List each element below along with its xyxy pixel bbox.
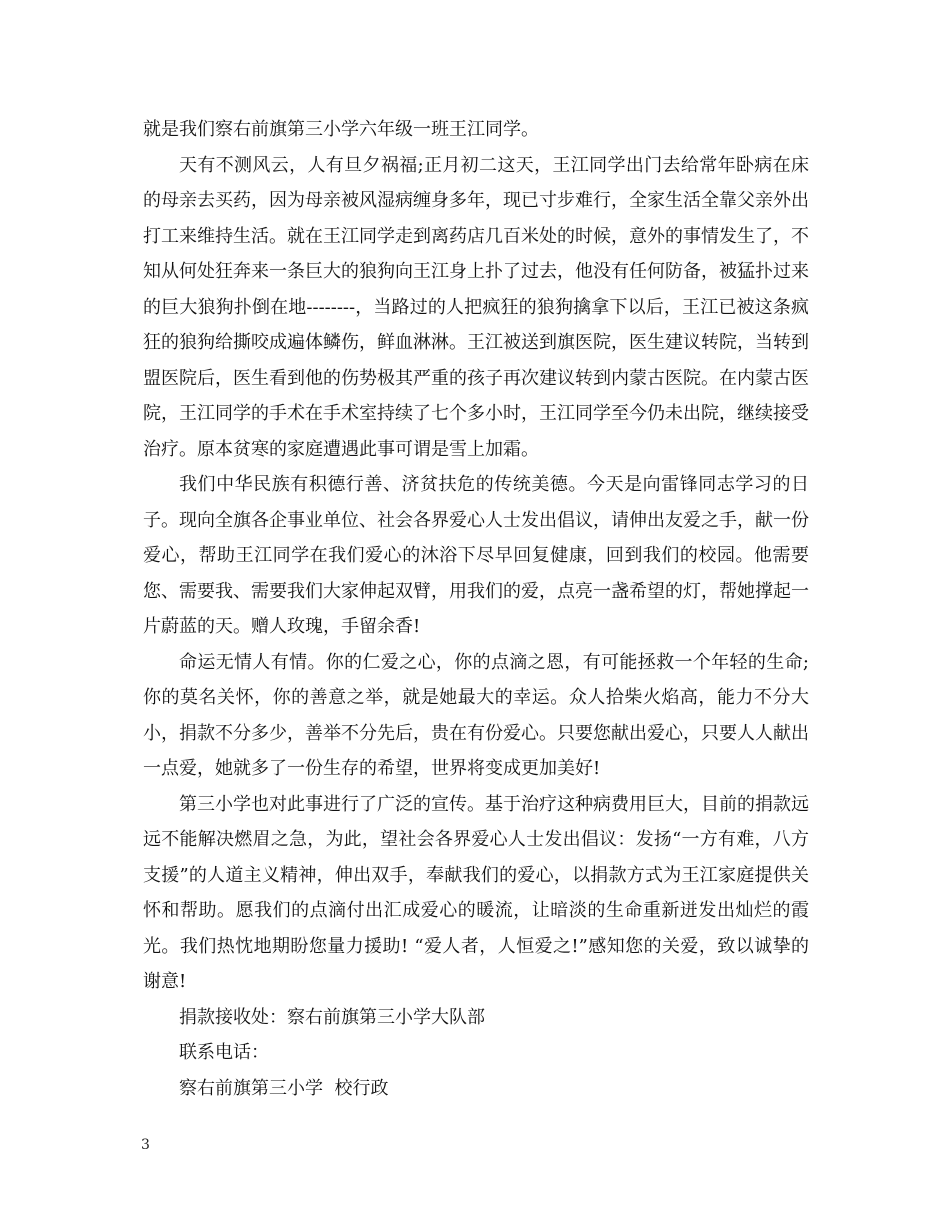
paragraph-appeal: 我们中华民族有积德行善、济贫扶危的传统美德。今天是向雷锋同志学习的日子。现向全旗各企事业单位、社会各界爱心人士发出倡议，请伸出友爱之手，献一份爱心，帮助王江同学在我们爱心的沐浴下尽早回复健康，回到我们的校园。他需要您、需要我、需要我们大家伸起双臂，用我们的爱，点亮一盏希望的灯，帮她撑起一片蔚蓝的天。赠人玫瑰，手留余香! bbox=[143, 474, 809, 637]
paragraph-compassion: 命运无情人有情。你的仁爱之心，你的点滴之恩，有可能拯救一个年轻的生命;你的莫名关怀，你的善意之举，就是她最大的幸运。众人拾柴火焰高，能力不分大小，捐款不分多少，善举不分先后，贵在有份爱心。只要您献出爱心，只要人人献出一点爱，她就多了一份生存的希望，世界将变成更加美好! bbox=[143, 651, 809, 779]
paragraph-incident: 天有不测风云，人有旦夕祸福;正月初二这天，王江同学出门去给常年卧病在床的母亲去买药，因为母亲被风湿病缠身多年，现已寸步难行，全家生活全靠父亲外出打工来维持生活。就在王江同学走到离药店几百米处的时候，意外的事情发生了，不知从何处狂奔来一条巨大的狼狗向王江身上扑了过去，他没有任何防备，被猛扑过来的巨大狼狗扑倒在地--------，当路过的人把疯狂的狼狗擒拿下以后，王江已被这条疯狂的狼狗给撕咬成遍体鳞伤，鲜血淋淋。王江被送到旗医院，医生建议转院，当转到盟医院后，医生看到他的伤势极其严重的孩子再次建议转到内蒙古医院。在内蒙古医院，王江同学的手术在手术室持续了七个多小时，王江同学至今仍未出院，继续接受治疗。原本贫寒的家庭遭遇此事可谓是雪上加霜。 bbox=[143, 154, 809, 460]
contact-phone: 联系电话： bbox=[179, 1042, 269, 1063]
page-number: 3 bbox=[141, 1137, 150, 1153]
paragraph-continuation: 就是我们察右前旗第三小学六年级一班王江同学。 bbox=[143, 119, 539, 140]
paragraph-school-call: 第三小学也对此事进行了广泛的宣传。基于治疗这种病费用巨大，目前的捐款远远不能解决燃眉之急，为此，望社会各界爱心人士发出倡议：发扬“一方有难，八方支援”的人道主义精神，伸出双手，奉献我们的爱心，以捐款方式为王江家庭提供关怀和帮助。愿我们的点滴付出汇成爱心的暖流，让暗淡的生命重新迸发出灿烂的霞光。我们热忱地期盼您量力援助! “爱人者，人恒爱之!”感知您的关爱，致以诚挚的谢意! bbox=[143, 793, 809, 992]
donation-location: 捐款接收处：察右前旗第三小学大队部 bbox=[179, 1006, 485, 1028]
document-body bbox=[143, 112, 809, 1106]
signature-line: 察右前旗第三小学 校行政 bbox=[179, 1077, 389, 1099]
